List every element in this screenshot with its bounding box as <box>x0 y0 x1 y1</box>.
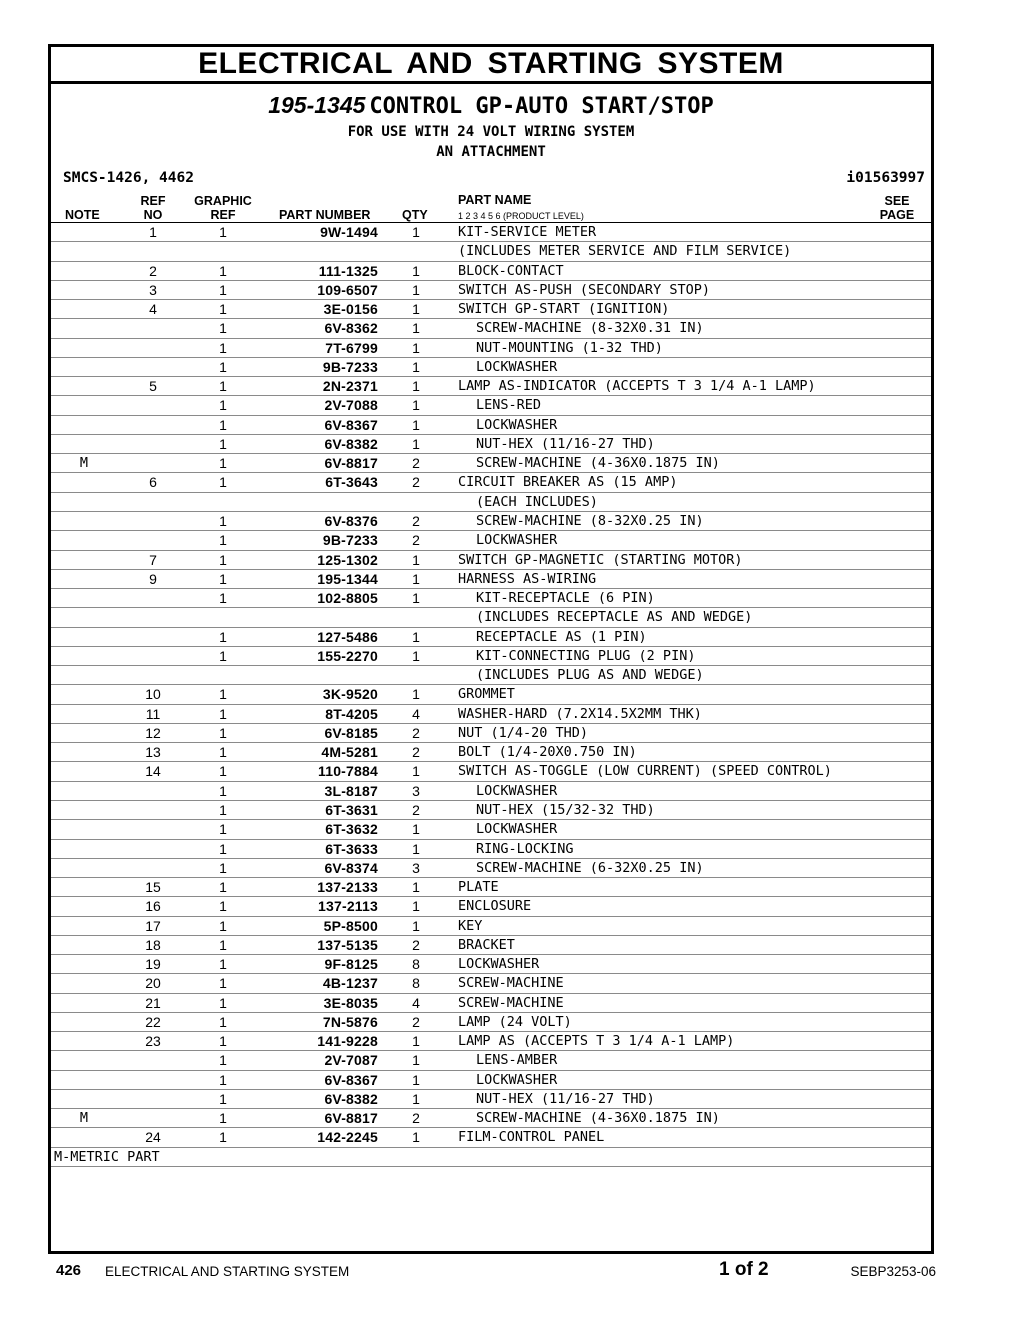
table-row <box>51 1032 931 1051</box>
part-number-cell: 4M-5281 <box>321 744 378 761</box>
part-name-cell: NUT-HEX (11/16-27 THD) <box>476 1090 655 1107</box>
part-name-cell: LOCKWASHER <box>476 782 558 799</box>
footnote-metric: M-METRIC PART <box>51 1148 931 1167</box>
graphic-ref-cell: 1 <box>219 224 227 240</box>
part-name-cell: WASHER-HARD (7.2X14.5X2MM THK) <box>458 705 702 722</box>
graphic-ref-cell: 1 <box>219 840 227 857</box>
qty-cell: 1 <box>412 840 420 857</box>
part-name-cell: HARNESS AS-WIRING <box>458 570 597 587</box>
table-row <box>51 840 931 859</box>
part-name-cell: SCREW-MACHINE (4-36X0.1875 IN) <box>476 1110 720 1127</box>
table-row <box>51 762 931 781</box>
table-row <box>51 859 931 878</box>
table-row <box>51 262 931 281</box>
graphic-ref-cell: 1 <box>219 936 227 953</box>
table-row <box>51 1051 931 1070</box>
ref-no-cell: 16 <box>145 898 161 915</box>
part-name-cell: NUT-MOUNTING (1-32 THD) <box>476 339 663 356</box>
ref-no-cell: 5 <box>149 378 157 395</box>
part-name-cell: SWITCH AS-PUSH (SECONDARY STOP) <box>458 281 710 298</box>
ref-no-cell: 12 <box>145 724 161 741</box>
part-name-cell: SWITCH GP-MAGNETIC (STARTING MOTOR) <box>458 551 743 568</box>
part-name-cell: (INCLUDES PLUG AS AND WEDGE) <box>476 667 704 684</box>
table-row <box>51 647 931 666</box>
part-name-cell: LENS-AMBER <box>476 1052 558 1069</box>
part-number-cell: 6V-8817 <box>324 455 378 472</box>
graphic-ref-cell: 1 <box>219 879 227 896</box>
part-name-cell: LENS-RED <box>476 397 542 414</box>
part-number-cell: 6V-8367 <box>324 416 378 433</box>
part-name-cell: SCREW-MACHINE (6-32X0.25 IN) <box>476 859 704 876</box>
header-see-bottom: PAGE <box>879 208 915 222</box>
qty-cell: 2 <box>412 1110 420 1127</box>
table-row <box>51 281 931 300</box>
part-number-cell: 6T-3631 <box>325 801 378 818</box>
note-cell: M <box>79 1110 89 1127</box>
table-row <box>51 454 931 473</box>
part-number-cell: 2V-7088 <box>324 397 378 414</box>
qty-cell: 1 <box>412 416 420 433</box>
part-number-cell: 137-2113 <box>318 898 378 915</box>
part-number-cell: 2N-2371 <box>322 378 378 395</box>
graphic-ref-cell: 1 <box>219 956 227 973</box>
part-name-cell: (EACH INCLUDES) <box>476 493 598 510</box>
part-name-cell: LAMP AS (ACCEPTS T 3 1/4 A-1 LAMP) <box>458 1033 735 1050</box>
part-name-cell: LOCKWASHER <box>476 1071 558 1088</box>
part-name-cell: FILM-CONTROL PANEL <box>458 1129 605 1146</box>
table-row <box>51 377 931 396</box>
qty-cell: 1 <box>412 262 420 279</box>
part-name-cell: BRACKET <box>458 936 515 953</box>
graphic-ref-cell: 1 <box>219 686 227 703</box>
header-ref-bottom: NO <box>143 208 163 222</box>
ref-no-cell: 17 <box>145 917 161 934</box>
part-number-cell: 137-2133 <box>317 879 378 896</box>
part-name-cell: LOCKWASHER <box>476 532 558 549</box>
table-row <box>51 493 931 512</box>
graphic-ref-cell: 1 <box>219 512 227 529</box>
part-name-cell: NUT-HEX (11/16-27 THD) <box>476 435 655 452</box>
part-name-cell: RECEPTACLE AS (1 PIN) <box>476 628 647 645</box>
graphic-ref-cell: 1 <box>219 1071 227 1088</box>
part-name-cell: SCREW-MACHINE (8-32X0.31 IN) <box>476 320 704 337</box>
table-row <box>51 300 931 319</box>
graphic-ref-cell: 1 <box>219 1013 227 1030</box>
graphic-ref-cell: 1 <box>219 1090 227 1107</box>
qty-cell: 1 <box>412 301 420 318</box>
qty-cell: 2 <box>412 474 420 491</box>
qty-cell: 8 <box>412 975 420 992</box>
qty-cell: 2 <box>412 532 420 549</box>
table-row <box>51 1128 931 1147</box>
table-row <box>51 936 931 955</box>
illustration-id: i01563997 <box>846 170 925 186</box>
part-number-cell: 6V-8362 <box>324 320 378 337</box>
smcs-code: SMCS-1426, 4462 <box>63 170 194 186</box>
ref-no-cell: 6 <box>149 474 157 491</box>
subtitle-attachment: AN ATTACHMENT <box>436 144 546 160</box>
graphic-ref-cell: 1 <box>219 994 227 1011</box>
part-number-cell: 6T-3633 <box>325 840 378 857</box>
part-number-cell: 3K-9520 <box>322 686 378 703</box>
part-number-cell: 102-8805 <box>317 590 378 607</box>
header-part-number: PART NUMBER <box>279 208 371 222</box>
table-row <box>51 743 931 762</box>
part-number-cell: 3E-8035 <box>323 994 378 1011</box>
ref-no-cell: 10 <box>145 686 161 703</box>
ref-no-cell: 4 <box>149 301 157 318</box>
ref-no-cell: 7 <box>149 551 157 568</box>
table-row <box>51 955 931 974</box>
qty-cell: 1 <box>412 1033 420 1050</box>
qty-cell: 1 <box>412 898 420 915</box>
graphic-ref-cell: 1 <box>219 339 227 356</box>
qty-cell: 1 <box>412 320 420 337</box>
graphic-ref-cell: 1 <box>219 744 227 761</box>
table-header <box>51 192 931 223</box>
part-name-cell: KEY <box>458 917 483 934</box>
qty-cell: 1 <box>412 378 420 395</box>
part-number-cell: 137-5135 <box>317 936 378 953</box>
graphic-ref-cell: 1 <box>219 416 227 433</box>
header-product-level: 1 2 3 4 5 6 (PRODUCT LEVEL) <box>458 211 584 221</box>
part-number-cell: 125-1302 <box>317 551 378 568</box>
part-name-cell: LOCKWASHER <box>476 821 558 838</box>
header-graphic-bottom: REF <box>210 208 236 222</box>
header-graphic-top: GRAPHIC <box>194 194 252 208</box>
part-number-cell: 195-1344 <box>317 570 378 587</box>
table-row <box>51 897 931 916</box>
group-part-number: 195-1345 <box>268 92 366 118</box>
part-number-cell: 4B-1237 <box>322 975 378 992</box>
part-number-cell: 155-2270 <box>317 647 378 664</box>
table-row <box>51 974 931 993</box>
header-ref-top: REF <box>140 194 166 208</box>
graphic-ref-cell: 1 <box>219 782 227 799</box>
graphic-ref-cell: 1 <box>219 705 227 722</box>
qty-cell: 2 <box>412 724 420 741</box>
ref-no-cell: 11 <box>145 705 161 722</box>
ref-no-cell: 3 <box>149 281 157 298</box>
graphic-ref-cell: 1 <box>219 570 227 587</box>
qty-cell: 2 <box>412 801 420 818</box>
table-row <box>51 782 931 801</box>
part-number-cell: 2V-7087 <box>324 1052 378 1069</box>
part-number-cell: 9B-7233 <box>322 358 378 375</box>
qty-cell: 1 <box>412 224 420 240</box>
table-row <box>51 396 931 415</box>
graphic-ref-cell: 1 <box>219 358 227 375</box>
qty-cell: 2 <box>412 512 420 529</box>
part-name-cell: NUT-HEX (15/32-32 THD) <box>476 801 655 818</box>
qty-cell: 1 <box>412 435 420 452</box>
part-name-cell: LOCKWASHER <box>458 956 540 973</box>
subtitle-wiring: FOR USE WITH 24 VOLT WIRING SYSTEM <box>347 124 635 140</box>
table-row <box>51 1013 931 1032</box>
part-number-cell: 6V-8382 <box>324 435 378 452</box>
qty-cell: 1 <box>412 879 420 896</box>
table-row <box>51 685 931 704</box>
graphic-ref-cell: 1 <box>219 801 227 818</box>
part-name-cell: GROMMET <box>458 686 515 703</box>
part-name-cell: SCREW-MACHINE <box>458 994 564 1011</box>
footer-section: ELECTRICAL AND STARTING SYSTEM <box>105 1264 350 1279</box>
graphic-ref-cell: 1 <box>219 1110 227 1127</box>
part-number-cell: 109-6507 <box>317 281 378 298</box>
table-row <box>51 666 931 685</box>
part-number-cell: 6T-3632 <box>325 821 378 838</box>
graphic-ref-cell: 1 <box>219 1033 227 1050</box>
smcs-row <box>51 166 931 192</box>
graphic-ref-cell: 1 <box>219 301 227 318</box>
graphic-ref-cell: 1 <box>219 378 227 395</box>
group-heading <box>51 92 931 122</box>
part-number-cell: 9W-1494 <box>320 224 378 240</box>
qty-cell: 1 <box>412 397 420 414</box>
graphic-ref-cell: 1 <box>219 1052 227 1069</box>
part-number-cell: 127-5486 <box>317 628 378 645</box>
graphic-ref-cell: 1 <box>219 397 227 414</box>
ref-no-cell: 20 <box>145 975 161 992</box>
part-name-cell: SWITCH GP-START (IGNITION) <box>458 301 670 318</box>
graphic-ref-cell: 1 <box>219 628 227 645</box>
part-name-cell: RING-LOCKING <box>476 840 574 857</box>
page-footer <box>56 1258 936 1282</box>
graphic-ref-cell: 1 <box>219 532 227 549</box>
ref-no-cell: 9 <box>149 570 157 587</box>
qty-cell: 2 <box>412 1013 420 1030</box>
table-row <box>51 358 931 377</box>
part-number-cell: 7N-5876 <box>322 1013 378 1030</box>
qty-cell: 1 <box>412 1052 420 1069</box>
table-row <box>51 1090 931 1109</box>
graphic-ref-cell: 1 <box>219 281 227 298</box>
part-name-cell: LOCKWASHER <box>476 358 558 375</box>
graphic-ref-cell: 1 <box>219 551 227 568</box>
qty-cell: 1 <box>412 686 420 703</box>
part-name-cell: PLATE <box>458 879 499 896</box>
graphic-ref-cell: 1 <box>219 435 227 452</box>
part-number-cell: 111-1325 <box>318 262 378 279</box>
part-number-cell: 6V-8367 <box>324 1071 378 1088</box>
qty-cell: 3 <box>412 859 420 876</box>
qty-cell: 1 <box>412 917 420 934</box>
part-name-cell: KIT-RECEPTACLE (6 PIN) <box>476 590 655 607</box>
footer-page-number: 426 <box>56 1262 82 1279</box>
qty-cell: 1 <box>412 763 420 780</box>
ref-no-cell: 23 <box>145 1033 161 1050</box>
table-row <box>51 917 931 936</box>
ref-no-cell: 24 <box>145 1129 161 1146</box>
qty-cell: 1 <box>412 1129 420 1146</box>
part-name-cell: CIRCUIT BREAKER AS (15 AMP) <box>458 474 678 491</box>
graphic-ref-cell: 1 <box>219 262 227 279</box>
part-name-cell: LOCKWASHER <box>476 416 558 433</box>
graphic-ref-cell: 1 <box>219 917 227 934</box>
table-row <box>51 820 931 839</box>
footer-sheet: 1 of 2 <box>719 1259 769 1280</box>
ref-no-cell: 19 <box>145 956 161 973</box>
table-row <box>51 319 931 338</box>
part-name-cell: SCREW-MACHINE (8-32X0.25 IN) <box>476 512 704 529</box>
qty-cell: 4 <box>412 994 420 1011</box>
part-name-cell: ENCLOSURE <box>458 898 532 915</box>
part-name-cell: SCREW-MACHINE <box>458 975 564 992</box>
table-row <box>51 551 931 570</box>
qty-cell: 2 <box>412 455 420 472</box>
table-row <box>51 512 931 531</box>
graphic-ref-cell: 1 <box>219 724 227 741</box>
part-number-cell: 6V-8376 <box>324 512 378 529</box>
graphic-ref-cell: 1 <box>219 763 227 780</box>
qty-cell: 1 <box>412 339 420 356</box>
part-number-cell: 8T-4205 <box>325 705 378 722</box>
table-row <box>51 435 931 454</box>
graphic-ref-cell: 1 <box>219 975 227 992</box>
table-row <box>51 589 931 608</box>
part-number-cell: 3L-8187 <box>324 782 378 799</box>
ref-no-cell: 13 <box>145 744 161 761</box>
qty-cell: 1 <box>412 1090 420 1107</box>
qty-cell: 1 <box>412 570 420 587</box>
graphic-ref-cell: 1 <box>219 821 227 838</box>
table-row <box>51 416 931 435</box>
part-number-cell: 6T-3643 <box>325 474 378 491</box>
table-row <box>51 994 931 1013</box>
qty-cell: 4 <box>412 705 420 722</box>
part-name-cell: KIT-CONNECTING PLUG (2 PIN) <box>476 647 696 664</box>
table-row <box>51 1071 931 1090</box>
note-cell: M <box>79 455 89 472</box>
graphic-ref-cell: 1 <box>219 647 227 664</box>
part-number-cell: 9B-7233 <box>322 532 378 549</box>
page-frame <box>48 44 934 1254</box>
ref-no-cell: 15 <box>145 879 161 896</box>
graphic-ref-cell: 1 <box>219 455 227 472</box>
table-row <box>51 242 931 261</box>
qty-cell: 1 <box>412 821 420 838</box>
part-number-cell: 9F-8125 <box>324 956 378 973</box>
header-qty: QTY <box>402 208 428 222</box>
part-number-cell: 141-9228 <box>317 1033 378 1050</box>
footer-doc-id: SEBP3253-06 <box>850 1264 936 1279</box>
table-row <box>51 531 931 550</box>
ref-no-cell: 1 <box>149 224 157 240</box>
group-name: CONTROL GP-AUTO START/STOP <box>369 94 714 119</box>
part-name-cell: LAMP AS-INDICATOR (ACCEPTS T 3 1/4 A-1 LAMP) <box>458 378 816 395</box>
header-part-name: PART NAME <box>458 193 532 207</box>
table-row <box>51 801 931 820</box>
header-see-top: SEE <box>884 194 910 208</box>
qty-cell: 1 <box>412 628 420 645</box>
part-name-cell: BLOCK-CONTACT <box>458 262 564 279</box>
part-name-cell: BOLT (1/4-20X0.750 IN) <box>458 744 637 761</box>
header-note: NOTE <box>65 208 100 222</box>
table-row <box>51 1109 931 1128</box>
ref-no-cell: 14 <box>145 763 161 780</box>
table-row <box>51 473 931 492</box>
graphic-ref-cell: 1 <box>219 859 227 876</box>
page-title: ELECTRICAL AND STARTING SYSTEM <box>198 47 784 80</box>
part-name-cell: SWITCH AS-TOGGLE (LOW CURRENT) (SPEED CONTROL) <box>458 763 832 780</box>
part-number-cell: 6V-8374 <box>324 859 378 876</box>
qty-cell: 1 <box>412 647 420 664</box>
table-row <box>51 570 931 589</box>
qty-cell: 1 <box>412 1071 420 1088</box>
part-name-cell: (INCLUDES METER SERVICE AND FILM SERVICE) <box>458 243 792 260</box>
graphic-ref-cell: 1 <box>219 474 227 491</box>
part-name-cell: SCREW-MACHINE (4-36X0.1875 IN) <box>476 455 720 472</box>
graphic-ref-cell: 1 <box>219 320 227 337</box>
title-bar <box>51 47 931 84</box>
part-name-cell: LAMP (24 VOLT) <box>458 1013 572 1030</box>
ref-no-cell: 18 <box>145 936 161 953</box>
part-number-cell: 7T-6799 <box>325 339 378 356</box>
part-name-cell: (INCLUDES RECEPTACLE AS AND WEDGE) <box>476 609 753 626</box>
table-row <box>51 339 931 358</box>
graphic-ref-cell: 1 <box>219 898 227 915</box>
table-row <box>51 705 931 724</box>
part-name-cell: NUT (1/4-20 THD) <box>458 724 589 741</box>
table-row <box>51 628 931 647</box>
part-number-cell: 110-7884 <box>318 763 378 780</box>
table-row <box>51 608 931 627</box>
part-number-cell: 3E-0156 <box>323 301 378 318</box>
qty-cell: 3 <box>412 782 420 799</box>
ref-no-cell: 21 <box>145 994 161 1011</box>
qty-cell: 1 <box>412 590 420 607</box>
qty-cell: 2 <box>412 744 420 761</box>
ref-no-cell: 2 <box>149 262 157 279</box>
table-row <box>51 724 931 743</box>
qty-cell: 1 <box>412 281 420 298</box>
qty-cell: 1 <box>412 358 420 375</box>
table-row <box>51 878 931 897</box>
table-row <box>51 223 931 242</box>
qty-cell: 8 <box>412 956 420 973</box>
graphic-ref-cell: 1 <box>219 1129 227 1146</box>
ref-no-cell: 22 <box>145 1013 161 1030</box>
part-number-cell: 6V-8185 <box>324 724 378 741</box>
qty-cell: 1 <box>412 551 420 568</box>
part-number-cell: 5P-8500 <box>323 917 378 934</box>
part-number-cell: 142-2245 <box>317 1129 378 1146</box>
graphic-ref-cell: 1 <box>219 590 227 607</box>
part-number-cell: 6V-8817 <box>324 1110 378 1127</box>
part-number-cell: 6V-8382 <box>324 1090 378 1107</box>
part-name-cell: KIT-SERVICE METER <box>458 224 597 240</box>
parts-table <box>51 223 931 1148</box>
qty-cell: 2 <box>412 936 420 953</box>
